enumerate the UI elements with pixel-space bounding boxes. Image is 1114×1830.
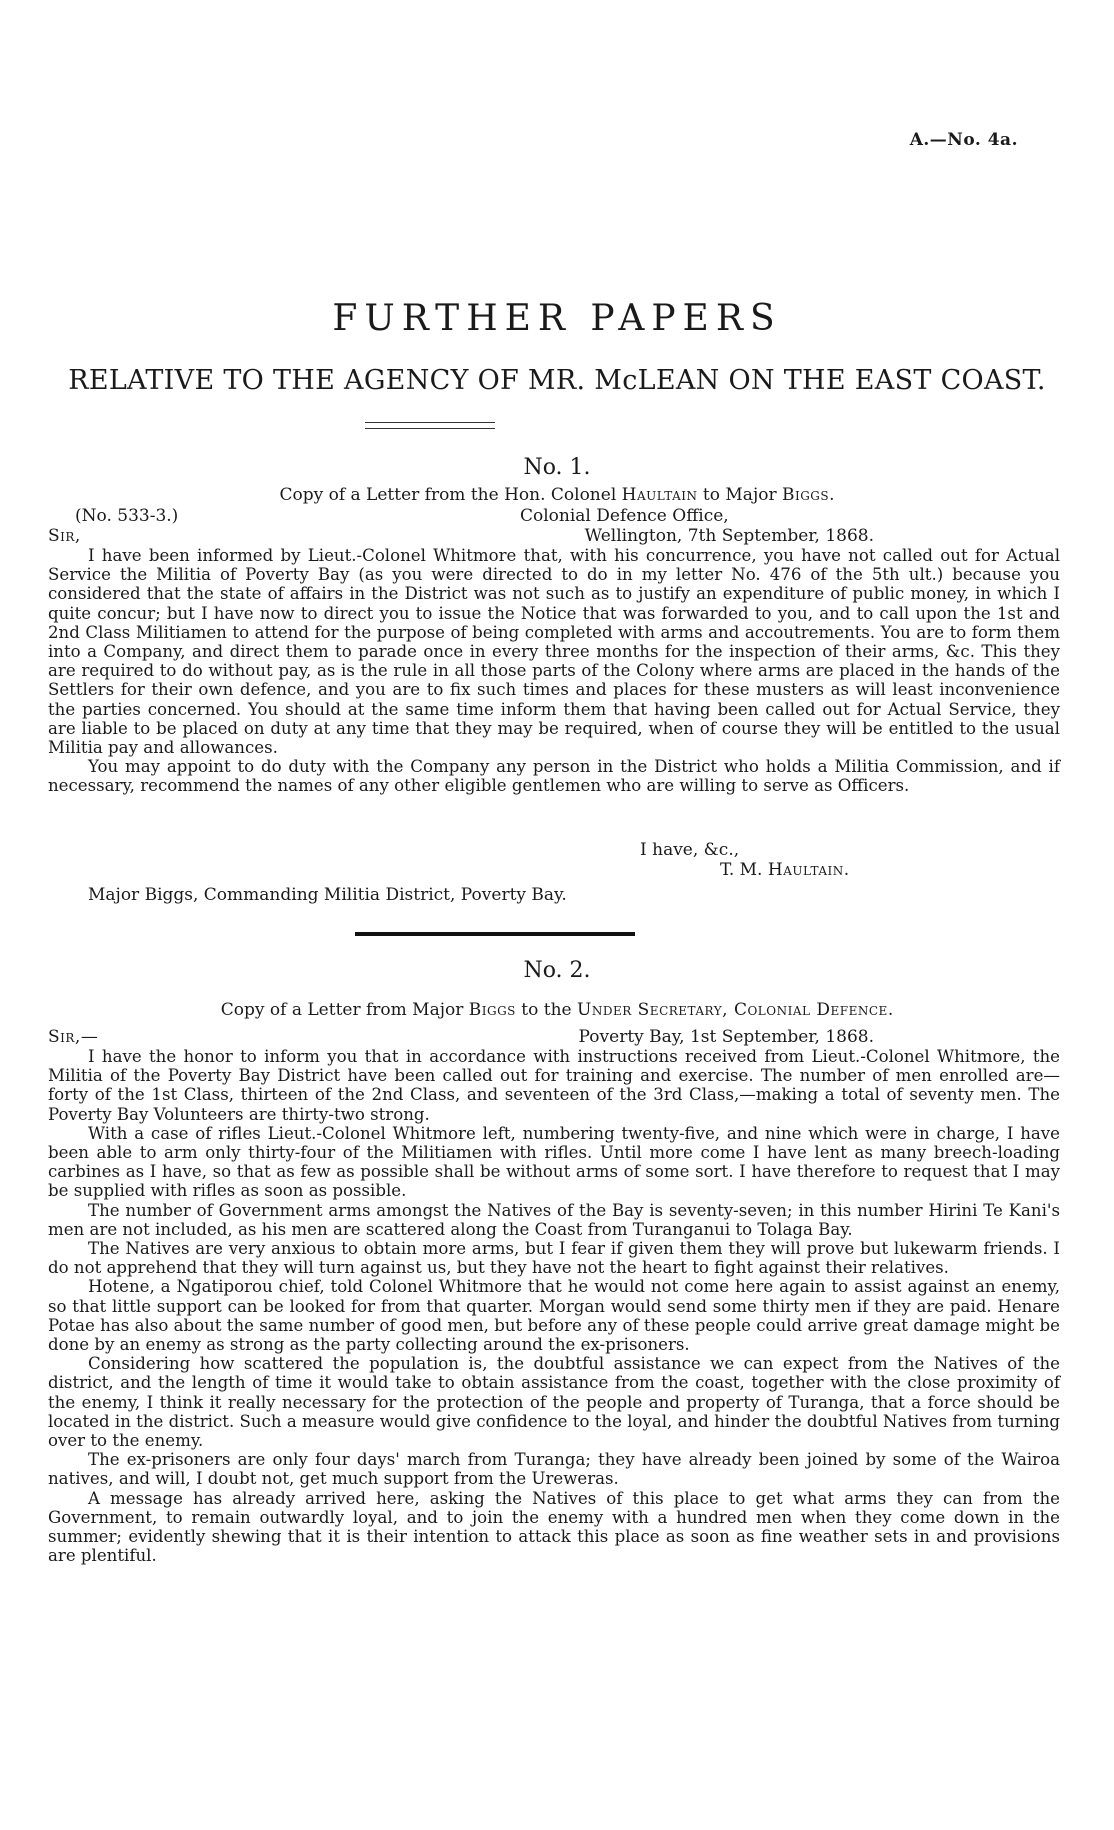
- document-code: A.—No. 4a.: [909, 130, 1018, 150]
- letter-1-addressee: Major Biggs, Commanding Militia District, Poverty Bay.: [88, 885, 567, 905]
- document-subtitle: RELATIVE TO THE AGENCY OF MR. McLEAN ON THE EAST COAST.: [68, 365, 1046, 396]
- letter-2-paragraph: Hotene, a Ngatiporou chief, told Colonel Whitmore that he would not come here again to assist against an enemy, so that little support can be looked for from that quarter. Morgan would send some thirty men if they are paid. Henare Potae has also about the same number of good men, but before any of these people could arrive great damage might be done by an enemy as strong as the party collecting around the ex-prisoners.: [48, 1277, 1060, 1355]
- letter-1-paragraph: You may appoint to do duty with the Company any person in the District who holds a Militia Commission, and if necessary, recommend the names of any other eligible gentlemen who are willing to serve as Officers.: [48, 757, 1060, 796]
- title-divider-top: [365, 422, 495, 423]
- letter-1-recipient: Biggs: [781, 485, 830, 505]
- letter-1-salutation: Sir,: [48, 526, 81, 546]
- letter-2-place-date: Poverty Bay, 1st September, 1868.: [578, 1027, 874, 1047]
- letter-1-reference: (No. 533-3.): [75, 506, 179, 526]
- letter-1-number: No. 1.: [523, 455, 591, 480]
- letter-2-sender: Biggs: [468, 1000, 516, 1020]
- title-divider-bottom: [365, 428, 495, 429]
- letter-1-office: Colonial Defence Office,: [520, 506, 729, 526]
- letter-2-paragraph: The ex-prisoners are only four days' march from Turanga; they have already been joined by some of the Wairoa natives, and will, I doubt not, get much support from the Ureweras.: [48, 1450, 1060, 1489]
- letter-2-body: [48, 1047, 1060, 1565]
- section-divider: [355, 932, 635, 936]
- letter-1-paragraph: I have been informed by Lieut.-Colonel Whitmore that, with his concurrence, you have not called out for Actual Service the Militia of Poverty Bay (as you were directed to do in my letter No. 476 of the 5th ult.) because you considered that the state of affairs in the District was not such as to justify an expenditure of public money, in which I quite concur; but I have now to direct you to issue the Notice that was forwarded to you, and to call upon the 1st and 2nd Class Militiamen to attend for the purpose of being completed with arms and accoutrements. You are to form them into a Company, and direct them to parade once in every three months for the inspection of their arms, &c. This they are required to do without pay, as is the rule in all those parts of the Colony where arms are placed in the hands of the Settlers for their own defence, and you are to fix such times and places for these musters as will least inconvenience the parties concerned. You should at the same time inform them that having been called out for Actual Service, they are liable to be placed on duty at any time that they may be required, when of course they will be entitled to the usual Militia pay and allowances.: [48, 546, 1060, 758]
- letter-1-body: [48, 546, 1060, 796]
- letter-2-paragraph: I have the honor to inform you that in accordance with instructions received from Lieut.-Colonel Whitmore, the Militia of the Poverty Bay District have been called out for training and exercise. The number of men enrolled are—forty of the 1st Class, thirteen of the 2nd Class, and seventeen of the 3rd Class,—making a total of seventy men. The Poverty Bay Volunteers are thirty-two strong.: [48, 1047, 1060, 1124]
- letter-2-paragraph: Considering how scattered the population is, the doubtful assistance we can expect from the Natives of the district, and the length of time it would take to obtain assistance from the coast, together with the close proximity of the enemy, I think it really necessary for the protection of the people and property of Turanga, that a force should be located in the district. Such a measure would give confidence to the loyal, and hinder the doubtful Natives from turning over to the enemy.: [48, 1354, 1060, 1451]
- document-title: FURTHER PAPERS: [332, 298, 782, 339]
- letter-2-salutation: Sir,—: [48, 1027, 99, 1047]
- letter-1-caption: Copy of a Letter from the Hon. Colonel Haultain to Major Biggs.: [279, 485, 835, 505]
- letter-1-sender: Haultain: [621, 485, 698, 505]
- letter-2-paragraph: With a case of rifles Lieut.-Colonel Whitmore left, numbering twenty-five, and nine which were in charge, I have been able to arm only thirty-four of the Militiamen with rifles. Until more come I have lent as many breech-loading carbines as I have, so that as few as possible shall be without arms of some sort. I have therefore to request that I may be supplied with rifles as soon as possible.: [48, 1123, 1060, 1201]
- letter-2-caption: Copy of a Letter from Major Biggs to the Under Secretary, Colonial Defence.: [220, 1000, 894, 1020]
- letter-2-paragraph: The Natives are very anxious to obtain more arms, but I fear if given them they will prove but lukewarm friends. I do not apprehend that they will turn against us, but they have not the heart to fight against their relatives.: [48, 1239, 1060, 1278]
- letter-1-signature: T. M. Haultain.: [720, 860, 850, 880]
- letter-2-paragraph: The number of Government arms amongst the Natives of the Bay is seventy-seven; in this number Hirini Te Kani's men are not included, as his men are scattered along the Coast from Turanganui to Tolaga Bay.: [48, 1200, 1060, 1239]
- letter-2-recipient: Under Secretary, Colonial Defence: [577, 1000, 888, 1020]
- letter-2-paragraph: A message has already arrived here, asking the Natives of this place to get what arms they can from the Government, to remain outwardly loyal, and to join the enemy with a hundred men when they come down in the summer; evidently shewing that it is their intention to attack this place as soon as fine weather sets in and provisions are plentiful.: [48, 1488, 1060, 1566]
- letter-2-number: No. 2.: [523, 958, 591, 983]
- letter-1-place-date: Wellington, 7th September, 1868.: [584, 526, 874, 546]
- letter-1-closing: I have, &c.,: [640, 840, 740, 860]
